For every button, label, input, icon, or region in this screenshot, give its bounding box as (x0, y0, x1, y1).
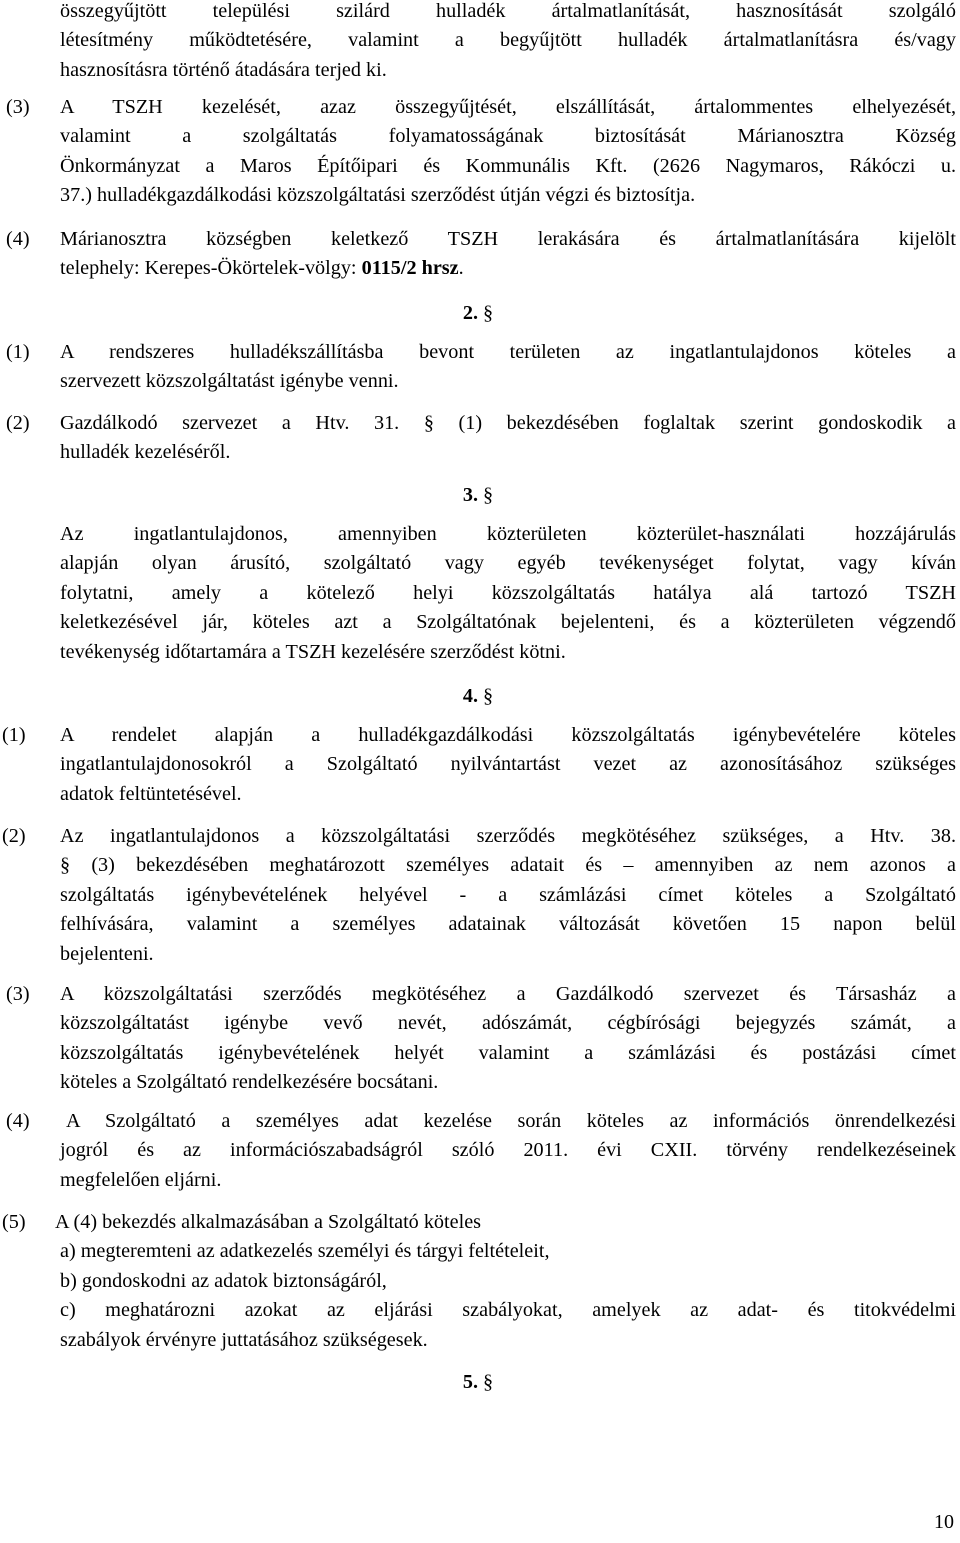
section-sign: § (483, 685, 494, 707)
text-line: Önkormányzat a Maros Építőipari és Kommunális Kft. (2626 Nagymaros, Rákóczi u. (60, 154, 956, 177)
paragraph-number: (1) (6, 341, 30, 363)
paragraph-number: (2) (2, 825, 26, 847)
text-line: Az ingatlantulajdonos a közszolgáltatási szerződés megkötéséhez szükséges, a Htv. 38. (60, 825, 956, 847)
section-number: 2. (462, 302, 478, 324)
text-line: A rendszeres hulladékszállításba bevont területen az ingatlantulajdonos köteles a (60, 341, 956, 363)
text-line (60, 254, 956, 283)
section-heading-5 (0, 1368, 956, 1397)
section-number: 3. (462, 484, 478, 506)
paragraph-number: (3) (6, 983, 30, 1005)
text-line: § (3) bekezdésében meghatározott személyes adatait és – amennyiben az nem azonos a (60, 854, 956, 877)
section-number: 4. (462, 685, 478, 707)
text-line: A rendelet alapján a hulladékgazdálkodási közszolgáltatás igénybevételére köteles (60, 724, 956, 746)
section-3-body (0, 520, 956, 667)
section-sign: § (483, 484, 494, 506)
text-line: jogról és az információszabadságról szóló 2011. évi CXII. törvény rendelkezéseinek (60, 1139, 956, 1162)
intro-paragraph (0, 0, 956, 85)
text-line: felhívására, valamint a személyes adatainak változását követően 15 napon belül (60, 913, 956, 936)
text-line: bejelenteni. (60, 942, 154, 965)
text-line: köteles a Szolgáltató rendelkezésére bocsátani. (60, 1071, 439, 1094)
text-line: hulladék kezeléséről. (60, 441, 231, 464)
paragraph-number: (3) (6, 96, 30, 118)
paragraph-number: (4) (6, 228, 30, 250)
text-line: hasznosításra történő átadására terjed ki. (60, 58, 387, 81)
list-item: szabályok érvényre juttatásához szükségesek. (60, 1328, 428, 1351)
text-line: keletkezésével jár, köteles azt a Szolgáltatónak bejelenteni, és a közterületen végzendő (60, 611, 956, 634)
text-line: folytatni, amely a kötelező helyi közszolgáltatás hatálya alá tartozó TSZH (60, 581, 956, 604)
text-line: valamint a szolgáltatás folyamatosságának biztosítását Márianosztra Község (60, 125, 956, 148)
paragraph-4-4 (0, 1107, 956, 1195)
list-item: c) meghatározni azokat az eljárási szabályokat, amelyek az adat- és titokvédelmi (60, 1299, 956, 1322)
text-line: alapján olyan árusító, szolgáltató vagy egyéb tevékenységet folytat, vagy kíván (60, 552, 956, 575)
section-number: 5. (462, 1371, 478, 1393)
paragraph-number: (4) (6, 1110, 30, 1132)
page-number: 10 (934, 1511, 954, 1533)
text-line: közszolgáltatás igénybevételének helyét valamint a számlázási és postázási címet (60, 1041, 956, 1064)
text-line: ingatlantulajdonosokról a Szolgáltató nyilvántartást vezet az azonosításához szükséges (60, 753, 956, 776)
text-fragment: telephely: Kerepes-Ökörtelek-völgy: (60, 257, 362, 280)
text-line: Az ingatlantulajdonos, amennyiben közterületen közterület-használati hozzájárulás (60, 523, 956, 545)
text-line: közszolgáltatást igénybe vevő nevét, adószámát, cégbírósági bejegyzés számát, a (60, 1012, 956, 1035)
list-item: b) gondoskodni az adatok biztonságáról, (60, 1269, 387, 1292)
section-sign: § (483, 1371, 494, 1393)
text-line: A Szolgáltató a személyes adat kezelése során köteles az információs önrendelkezési (66, 1110, 956, 1132)
text-line: szervezett közszolgáltatást igénybe venni. (60, 370, 399, 393)
paragraph-1-3 (0, 93, 956, 211)
text-line: A közszolgáltatási szerződés megkötéséhez a Gazdálkodó szervezet és Társasház a (60, 983, 956, 1005)
paragraph-number: (2) (6, 412, 30, 434)
paragraph-2-2 (0, 409, 956, 468)
paragraph-4-5 (0, 1208, 956, 1355)
text-line: A TSZH kezelését, azaz összegyűjtését, elszállítását, ártalommentes elhelyezését, (60, 96, 956, 118)
text-fragment: . (458, 257, 464, 280)
paragraph-number: (5) (2, 1211, 26, 1233)
text-line: adatok feltüntetésével. (60, 782, 242, 805)
paragraph-4-2 (0, 822, 956, 969)
paragraph-1-4 (0, 225, 956, 284)
paragraph-2-1 (0, 338, 956, 397)
text-line: összegyűjtött települési szilárd hulladék ártalmatlanítását, hasznosítását szolgáló (60, 0, 956, 22)
list-item: a) megteremteni az adatkezelés személyi és tárgyi feltételeit, (60, 1240, 550, 1263)
text-line: Gazdálkodó szervezet a Htv. 31. § (1) bekezdésében foglaltak szerint gondoskodik a (60, 412, 956, 434)
section-heading-3 (0, 481, 956, 510)
paragraph-4-1 (0, 721, 956, 809)
text-line: létesítmény működtetésére, valamint a begyűjtött hulladék ártalmatlanításra és/vagy (60, 29, 956, 52)
paragraph-number: (1) (2, 724, 26, 746)
parcel-number: 0115/2 hrsz (361, 257, 459, 280)
text-line: szolgáltatás igénybevételének helyével - a számlázási címet köteles a Szolgáltató (60, 883, 956, 906)
section-heading-4 (0, 682, 956, 711)
text-line: 37.) hulladékgazdálkodási közszolgáltatási szerződést útján végzi és biztosítja. (60, 184, 696, 207)
section-heading-2 (0, 299, 956, 328)
text-line: Márianosztra községben keletkező TSZH lerakására és ártalmatlanítására kijelölt (60, 228, 956, 250)
text-line: megfelelően eljárni. (60, 1168, 222, 1191)
text-line: tevékenység időtartamára a TSZH kezelésére szerződést kötni. (60, 640, 566, 663)
text-line: A (4) bekezdés alkalmazásában a Szolgáltató köteles (55, 1211, 482, 1233)
paragraph-4-3 (0, 980, 956, 1098)
section-sign: § (483, 302, 494, 324)
